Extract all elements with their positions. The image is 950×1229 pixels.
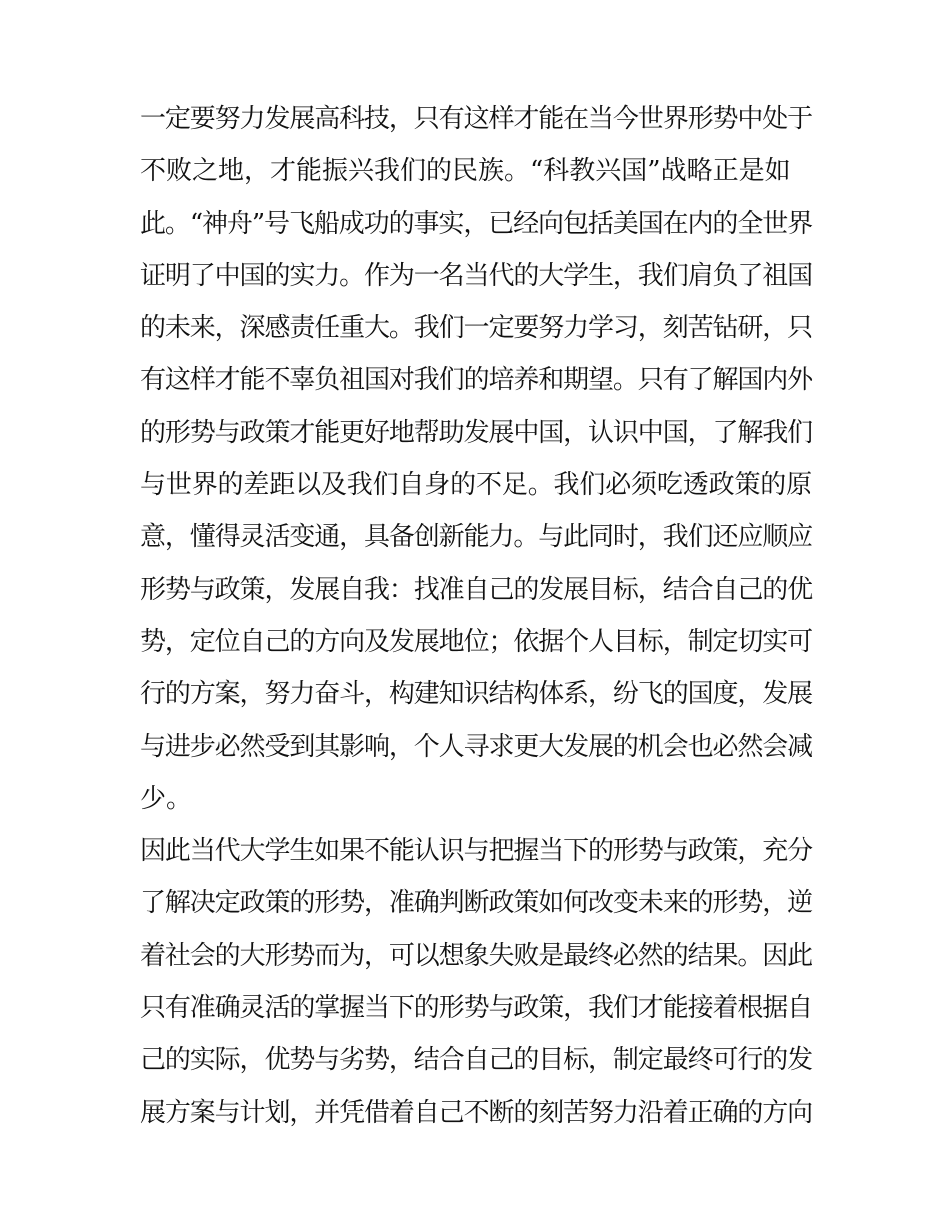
- text-line: 此。“神舟”号飞船成功的事实，已经向包括美国在内的全世界: [140, 208, 812, 239]
- text-line: 己的实际，优势与劣势，结合自己的目标，制定最终可行的发: [140, 1045, 812, 1076]
- text-line: 证明了中国的实力。作为一名当代的大学生，我们肩负了祖国: [140, 260, 812, 291]
- body-text: [140, 106, 812, 1152]
- text-line: 与进步必然受到其影响，个人寻求更大发展的机会也必然会减: [140, 731, 812, 762]
- text-line: 一定要努力发展高科技，只有这样才能在当今世界形势中处于: [140, 104, 812, 134]
- text-line: 行的方案，努力奋斗，构建知识结构体系，纷飞的国度，发展: [140, 679, 812, 710]
- text-line: 势，定位自己的方向及发展地位；依据个人目标，制定切实可: [140, 626, 812, 657]
- text-line: 了解决定政策的形势，准确判断政策如何改变未来的形势，逆: [140, 888, 812, 919]
- text-line: 有这样才能不辜负祖国对我们的培养和期望。只有了解国内外: [140, 365, 812, 396]
- text-line: 少。: [140, 783, 193, 814]
- text-line: 着社会的大形势而为，可以想象失败是最终必然的结果。因此: [140, 940, 812, 971]
- text-line: 形势与政策，发展自我：找准自己的发展目标，结合自己的优: [140, 574, 812, 605]
- text-line: 意，懂得灵活变通，具备创新能力。与此同时，我们还应顺应: [140, 522, 812, 553]
- text-line: 与世界的差距以及我们自身的不足。我们必须吃透政策的原: [140, 470, 812, 501]
- text-line: 的形势与政策才能更好地帮助发展中国，认识中国，了解我们: [140, 417, 812, 448]
- text-line: 的未来，深感责任重大。我们一定要努力学习，刻苦钻研，只: [140, 313, 812, 344]
- text-line: 只有准确灵活的掌握当下的形势与政策，我们才能接着根据自: [140, 993, 812, 1024]
- text-line: 不败之地，才能振兴我们的民族。“科教兴国”战略正是如: [140, 156, 791, 187]
- text-line: 因此当代大学生如果不能认识与把握当下的形势与政策，充分: [140, 836, 812, 867]
- text-line: 展方案与计划，并凭借着自己不断的刻苦努力沿着正确的方向: [140, 1097, 812, 1128]
